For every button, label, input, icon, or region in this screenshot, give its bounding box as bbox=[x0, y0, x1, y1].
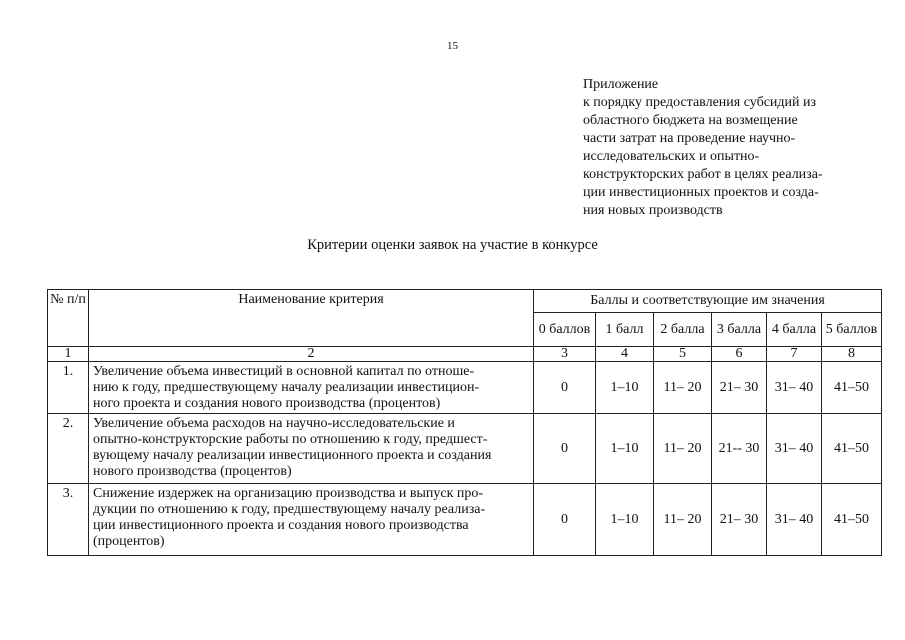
appendix-line: к порядку предоставления субсидий из bbox=[583, 95, 817, 110]
appendix-line: ции инвестиционных проектов и созда- bbox=[583, 185, 819, 200]
criterion-line: Снижение издержек на организацию производства и выпуск про- bbox=[93, 486, 484, 501]
score-header-0: 0 баллов bbox=[534, 313, 596, 347]
appendix-line: областного бюджета на возмещение bbox=[583, 113, 798, 128]
appendix-line: ния новых производств bbox=[583, 203, 723, 218]
header-number-cell bbox=[48, 290, 89, 347]
criterion-line: Увеличение объема инвестиций в основной капитал по отноше- bbox=[93, 364, 475, 379]
score-value: 0 bbox=[534, 484, 596, 556]
header-number: № п/п bbox=[50, 292, 86, 307]
appendix-line: Приложение bbox=[583, 77, 659, 92]
score-value: 21– 30 bbox=[712, 362, 767, 414]
column-index: 3 bbox=[534, 347, 596, 362]
score-value: 21-- 30 bbox=[712, 414, 767, 484]
criterion-name bbox=[89, 414, 534, 484]
score-header-2: 2 балла bbox=[654, 313, 712, 347]
column-index: 1 bbox=[48, 347, 89, 362]
score-value: 21– 30 bbox=[712, 484, 767, 556]
row-number: 1. bbox=[48, 362, 89, 414]
column-index-row bbox=[48, 347, 882, 362]
column-index: 5 bbox=[654, 347, 712, 362]
score-value: 41–50 bbox=[822, 484, 882, 556]
score-value: 41–50 bbox=[822, 414, 882, 484]
appendix-line: исследовательских и опытно- bbox=[583, 149, 760, 164]
score-value: 11– 20 bbox=[654, 484, 712, 556]
table-row bbox=[48, 484, 882, 556]
score-value: 31– 40 bbox=[767, 414, 822, 484]
criteria-table bbox=[47, 289, 882, 556]
criterion-line: вующему началу реализации инвестиционного проекта и создания bbox=[93, 448, 492, 463]
criterion-line: нию к году, предшествующему началу реализации инвестицион- bbox=[93, 380, 480, 395]
score-value: 1–10 bbox=[596, 484, 654, 556]
column-index: 2 bbox=[89, 347, 534, 362]
score-value: 1–10 bbox=[596, 414, 654, 484]
header-criterion-name: Наименование критерия bbox=[89, 290, 534, 347]
score-value: 31– 40 bbox=[767, 362, 822, 414]
criterion-line: опытно-конструкторские работы по отношению к году, предшест- bbox=[93, 432, 488, 447]
score-value: 41–50 bbox=[822, 362, 882, 414]
criterion-line: ции инвестиционного проекта и создания нового производства bbox=[93, 518, 469, 533]
column-index: 8 bbox=[822, 347, 882, 362]
table-row bbox=[48, 414, 882, 484]
appendix-line: части затрат на проведение научно- bbox=[583, 131, 796, 146]
score-value: 11– 20 bbox=[654, 362, 712, 414]
score-header-4: 4 балла bbox=[767, 313, 822, 347]
column-index: 4 bbox=[596, 347, 654, 362]
criterion-line: дукции по отношению к году, предшествующему началу реализа- bbox=[93, 502, 486, 517]
criterion-name bbox=[89, 362, 534, 414]
document-title: Критерии оценки заявок на участие в конкурсе bbox=[307, 237, 598, 253]
score-header-5: 5 баллов bbox=[822, 313, 882, 347]
score-header-3: 3 балла bbox=[712, 313, 767, 347]
criterion-line: Увеличение объема расходов на научно-исследовательские и bbox=[93, 416, 455, 431]
row-number: 3. bbox=[48, 484, 89, 556]
column-index: 7 bbox=[767, 347, 822, 362]
table-row bbox=[48, 362, 882, 414]
score-header-1: 1 балл bbox=[596, 313, 654, 347]
page-number: 15 bbox=[447, 40, 458, 52]
criterion-line: (процентов) bbox=[93, 534, 165, 549]
criterion-name bbox=[89, 484, 534, 556]
score-value: 31– 40 bbox=[767, 484, 822, 556]
appendix-note bbox=[583, 76, 883, 220]
header-scores: Баллы и соответствующие им значения bbox=[534, 290, 882, 313]
row-number: 2. bbox=[48, 414, 89, 484]
score-value: 11– 20 bbox=[654, 414, 712, 484]
score-value: 1–10 bbox=[596, 362, 654, 414]
score-value: 0 bbox=[534, 362, 596, 414]
criterion-line: ного проекта и создания нового производства (процентов) bbox=[93, 396, 441, 411]
appendix-line: конструкторских работ в целях реализа- bbox=[583, 167, 823, 182]
criterion-line: нового производства (процентов) bbox=[93, 464, 292, 479]
score-value: 0 bbox=[534, 414, 596, 484]
column-index: 6 bbox=[712, 347, 767, 362]
